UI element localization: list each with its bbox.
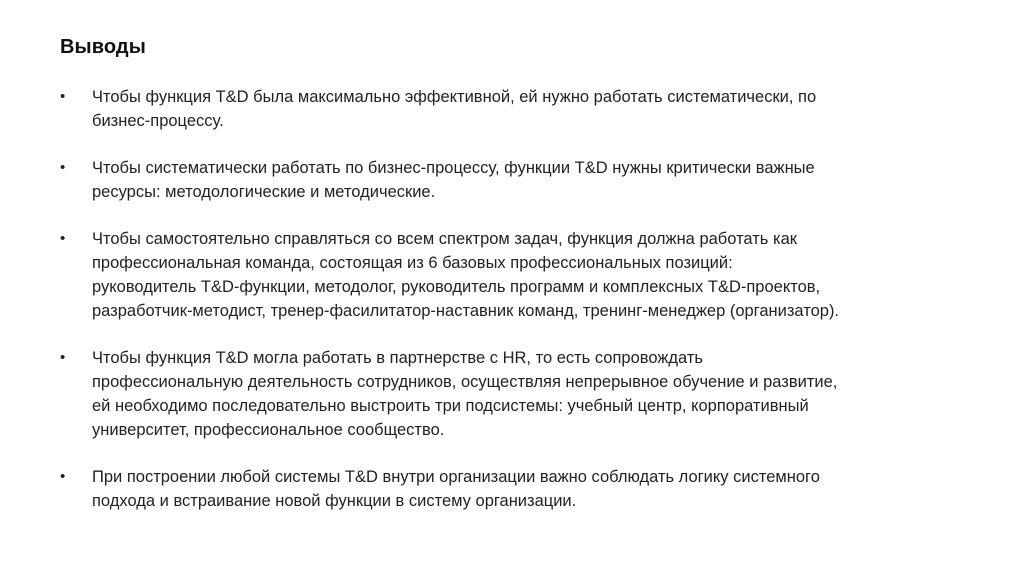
bullet-line: Чтобы самостоятельно справляться со всем спектром задач, функция должна работать как <box>92 230 797 248</box>
bullet-line: При построении любой системы T&D внутри организации важно соблюдать логику системного <box>92 468 820 486</box>
conclusions-list <box>60 85 1000 536</box>
bullet-line: профессиональная команда, состоящая из 6 базовых профессиональных позиций: <box>92 254 733 272</box>
bullet-line: разработчик-методист, тренер-фасилитатор-наставник команд, тренинг-менеджер (организатор). <box>92 302 840 320</box>
bullet-line: Чтобы функция T&D могла работать в партнерстве с HR, то есть сопровождать <box>92 349 703 367</box>
bullet-icon: • <box>60 349 66 366</box>
bullet-line: ресурсы: методологические и методические. <box>92 183 436 201</box>
bullet-icon: • <box>60 230 66 247</box>
list-item <box>60 156 1000 204</box>
bullet-line: университет, профессиональное сообщество. <box>92 421 445 439</box>
list-item <box>60 465 1000 513</box>
bullet-icon: • <box>60 468 66 485</box>
bullet-line: профессиональную деятельность сотрудников, осуществляя непрерывное обучение и развитие, <box>92 373 838 391</box>
list-item <box>60 85 1000 133</box>
bullet-line: Чтобы систематически работать по бизнес-процессу, функции T&D нужны критически важные <box>92 159 815 177</box>
bullet-line: бизнес-процессу. <box>92 112 224 130</box>
bullet-line: ей необходимо последовательно выстроить три подсистемы: учебный центр, корпоративный <box>92 397 809 415</box>
bullet-line: Чтобы функция T&D была максимально эффективной, ей нужно работать систематически, по <box>92 88 817 106</box>
list-item <box>60 346 1000 442</box>
bullet-line: руководитель T&D-функции, методолог, руководитель программ и комплексных T&D-проектов, <box>92 278 821 296</box>
list-item <box>60 227 1000 323</box>
slide-title: Выводы <box>60 36 146 58</box>
bullet-line: подхода и встраивание новой функции в систему организации. <box>92 492 577 510</box>
bullet-icon: • <box>60 159 66 176</box>
bullet-icon: • <box>60 88 66 105</box>
